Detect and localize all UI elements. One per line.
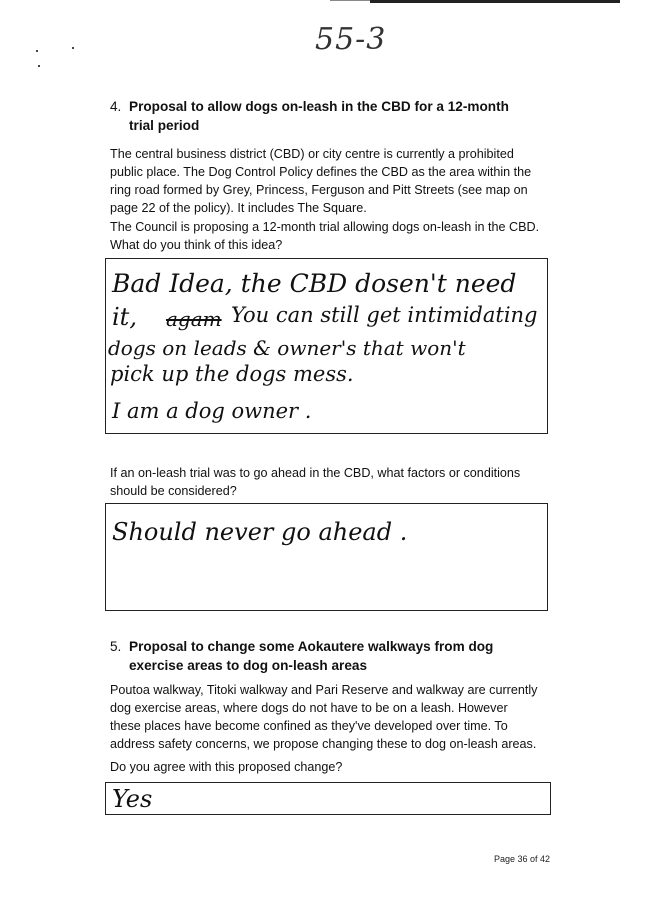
scan-speck: [38, 65, 40, 67]
section-5-question: Do you agree with this proposed change?: [110, 760, 343, 774]
handwritten-strikethrough: agam: [166, 307, 222, 331]
handwritten-answer: Yes: [112, 785, 153, 813]
handwritten-line: it,: [112, 303, 137, 331]
scan-speck: [72, 47, 74, 49]
section-title: Proposal to allow dogs on-leash in the CBD for a 12-month trial period: [129, 99, 509, 133]
section-4-paragraph-2: The Council is proposing a 12-month trial allowing dogs on-leash in the CBD. What do you think of this idea?: [110, 220, 540, 252]
scan-line: [370, 0, 620, 3]
section-4-question-2: If an on-leash trial was to go ahead in the CBD, what factors or conditions should be considered?: [110, 466, 521, 498]
section-number: 5.: [110, 639, 122, 654]
answer-box-cbd-trial[interactable]: [105, 258, 548, 434]
section-5-heading: [110, 637, 530, 675]
handwritten-line: You can still get intimidating: [231, 303, 538, 327]
handwritten-answer: Should never go ahead .: [112, 518, 408, 546]
scan-speck: [36, 50, 38, 52]
scan-line: [330, 0, 370, 1]
handwritten-reference: 55-3: [315, 22, 387, 57]
section-title: Proposal to change some Aokautere walkways from dog exercise areas to dog on-leash areas: [129, 639, 494, 673]
section-4-paragraph-1: The central business district (CBD) or city centre is currently a prohibited public place. The Dog Control Policy defines the CBD as the area within the ring road formed by Grey, Princess, Ferguson and Pitt Streets (see map on page 22 of the policy). It includes The Square.: [110, 147, 532, 215]
handwritten-line: Bad Idea, the CBD dosen't need: [112, 269, 517, 298]
section-number: 4.: [110, 99, 122, 114]
handwritten-line: I am a dog owner .: [112, 399, 312, 423]
section-4-heading: [110, 97, 530, 135]
page-number: Page 36 of 42: [494, 854, 551, 864]
handwritten-line: dogs on leads & owner's that won't: [108, 336, 466, 360]
section-5-paragraph-1: Poutoa walkway, Titoki walkway and Pari Reserve and walkway are currently dog exercise areas, where dogs do not have to be on a leash. However these places have become confined as they've developed over time. To address safety concerns, we propose changing these to dog on-leash areas.: [110, 683, 538, 751]
handwritten-line: pick up the dogs mess.: [110, 362, 354, 386]
answer-box-conditions[interactable]: [105, 503, 548, 611]
answer-box-walkways[interactable]: [105, 782, 551, 815]
